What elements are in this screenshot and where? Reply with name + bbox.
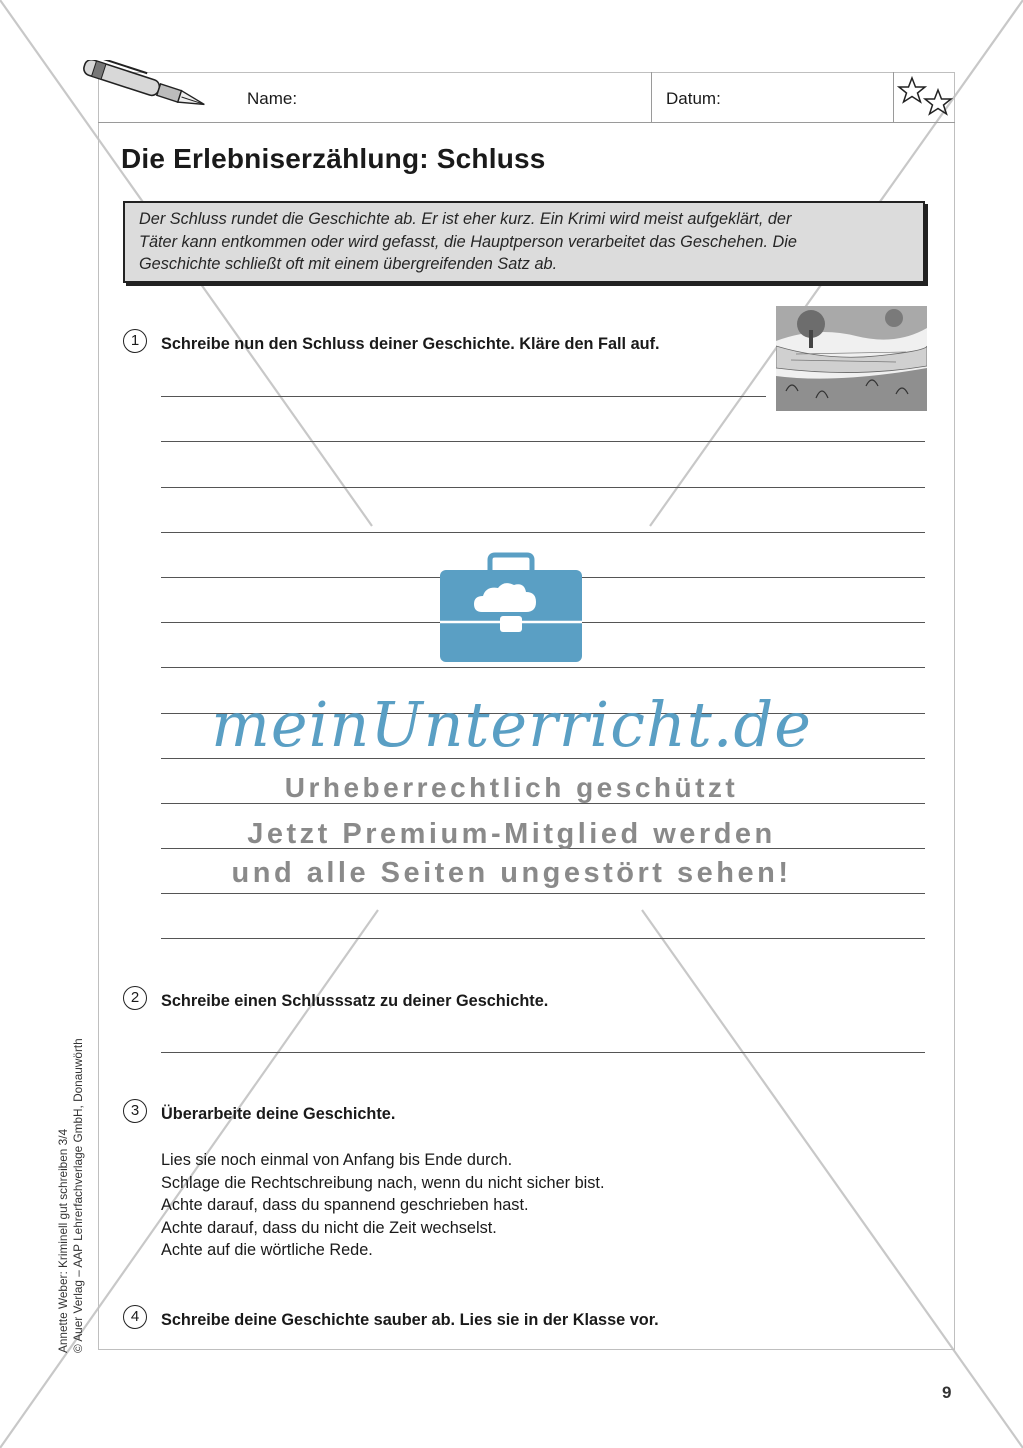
copyright-credit (56, 973, 86, 1353)
revision-step: Lies sie noch einmal von Anfang bis Ende durch. (161, 1151, 513, 1169)
writing-line[interactable] (161, 1052, 925, 1053)
task-number-2: 2 (123, 986, 147, 1010)
task-number-3: 3 (123, 1099, 147, 1123)
header-divider (651, 72, 652, 122)
watermark-line-3: und alle Seiten ungestört sehen! (231, 857, 792, 889)
header-divider (893, 72, 894, 122)
task-number-1: 1 (123, 329, 147, 353)
revision-steps (161, 1149, 604, 1262)
task-number-4: 4 (123, 1305, 147, 1329)
briefcase-cloud-icon (438, 552, 584, 664)
name-label: Name: (247, 89, 298, 108)
difficulty-stars-icon (896, 74, 956, 120)
writing-line[interactable] (161, 938, 925, 939)
info-line: Geschichte schließt oft mit einem übergreifenden Satz ab. (139, 255, 558, 273)
info-line: Der Schluss rundet die Geschichte ab. Er ist eher kurz. Ein Krimi wird meist aufgeklärt, der (139, 210, 792, 228)
landscape-illustration (776, 306, 927, 411)
header-bar (98, 72, 955, 123)
writing-line[interactable] (161, 441, 925, 442)
credit-line-1: Annette Weber: Kriminell gut schreiben 3/4 (56, 1128, 70, 1353)
revision-step: Schlage die Rechtschreibung nach, wenn du nicht sicher bist. (161, 1173, 605, 1192)
writing-line[interactable] (161, 487, 925, 488)
fountain-pen-icon (72, 60, 222, 120)
page-number: 9 (942, 1383, 952, 1402)
watermark-brand: meinUnterricht.de (211, 688, 812, 761)
writing-line[interactable] (161, 532, 925, 533)
revision-step: Achte darauf, dass du nicht die Zeit wechselst. (161, 1218, 497, 1237)
revision-step: Achte darauf, dass du spannend geschrieben hast. (161, 1196, 529, 1214)
info-line: Täter kann entkommen oder wird gefasst, die Hauptperson verarbeitet das Geschehen. Die (139, 232, 797, 251)
credit-line-2: © Auer Verlag – AAP Lehrerfachverlage GmbH, Donauwörth (71, 1038, 85, 1353)
writing-line[interactable] (161, 667, 925, 668)
date-label: Datum: (666, 89, 721, 108)
task-1-text: Schreibe nun den Schluss deiner Geschichte. Kläre den Fall auf. (161, 335, 660, 353)
revision-step: Achte auf die wörtliche Rede. (161, 1241, 373, 1259)
page-title: Die Erlebniserzählung: Schluss (121, 143, 546, 174)
task-2-text: Schreibe einen Schlusssatz zu deiner Geschichte. (161, 992, 549, 1010)
task-3-text: Überarbeite deine Geschichte. (161, 1105, 396, 1123)
info-box (123, 201, 925, 283)
task-4-text: Schreibe deine Geschichte sauber ab. Lies sie in der Klasse vor. (161, 1311, 659, 1329)
writing-line[interactable] (161, 396, 766, 397)
watermark-line-2: Jetzt Premium-Mitglied werden (247, 818, 776, 850)
writing-line[interactable] (161, 893, 925, 894)
watermark-line-1: Urheberrechtlich geschützt (284, 772, 739, 803)
